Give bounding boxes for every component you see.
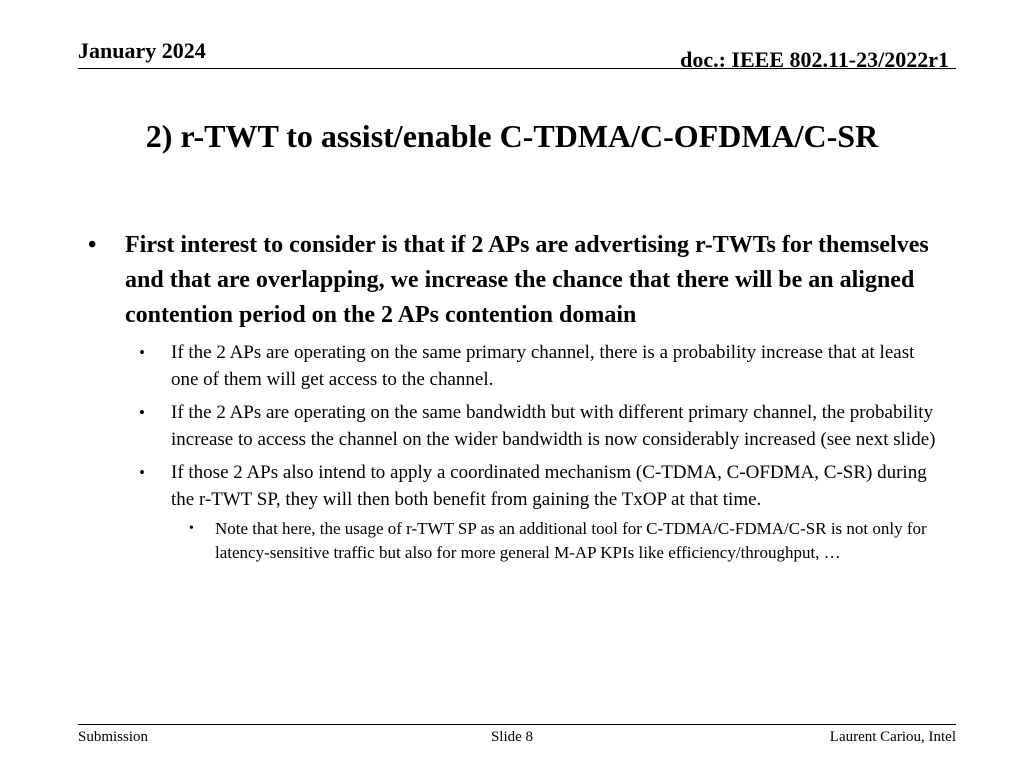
bullet-level2-2 xyxy=(139,399,941,453)
bullet-icon: • xyxy=(189,521,194,536)
bullet-icon: • xyxy=(139,403,145,422)
bullet-icon: • xyxy=(139,343,145,362)
footer-submission: Submission xyxy=(78,729,149,745)
footer-slide-number: Slide 8 xyxy=(490,729,534,745)
bullet-level3 xyxy=(189,517,950,565)
bullet-icon: • xyxy=(139,463,145,482)
footer-author: Laurent Cariou, Intel xyxy=(829,729,956,745)
bullet-level1-text: First interest to consider is that if 2 APs are advertising r-TWTs for themselves and that are overlapping, we increase the chance that there will be an aligned contention period on the 2 APs contention domain xyxy=(125,232,929,328)
bullet-icon: • xyxy=(88,232,97,258)
header-doc-id: doc.: IEEE 802.11-23/2022r1 xyxy=(680,47,949,72)
bullet-level2-text: If the 2 APs are operating on the same bandwidth but with different primary channel, the probability increase to access the channel on the wider bandwidth is now considerably increased (see next slide) xyxy=(171,402,936,450)
bullet-level3-text: Note that here, the usage of r-TWT SP as an additional tool for C-TDMA/C-FDMA/C-SR is not only for latency-sensitive traffic but also for more general M-AP KPIs like efficiency/throughput, … xyxy=(215,519,927,562)
header-date: January 2024 xyxy=(78,38,206,63)
bullet-level2-text: If those 2 APs also intend to apply a coordinated mechanism (C-TDMA, C-OFDMA, C-SR) during the r-TWT SP, they will then both benefit from gaining the TxOP at that time. xyxy=(171,462,927,510)
slide-content xyxy=(88,228,948,565)
bullet-level1 xyxy=(88,228,948,333)
footer-divider xyxy=(78,724,956,725)
header-divider xyxy=(78,68,956,69)
bullet-level2-3 xyxy=(139,459,941,513)
bullet-level2-text: If the 2 APs are operating on the same primary channel, there is a probability increase that at least one of them will get access to the channel. xyxy=(171,342,915,390)
slide-title: 2) r-TWT to assist/enable C-TDMA/C-OFDMA/C-SR xyxy=(145,118,879,154)
bullet-level2-1 xyxy=(139,339,941,393)
